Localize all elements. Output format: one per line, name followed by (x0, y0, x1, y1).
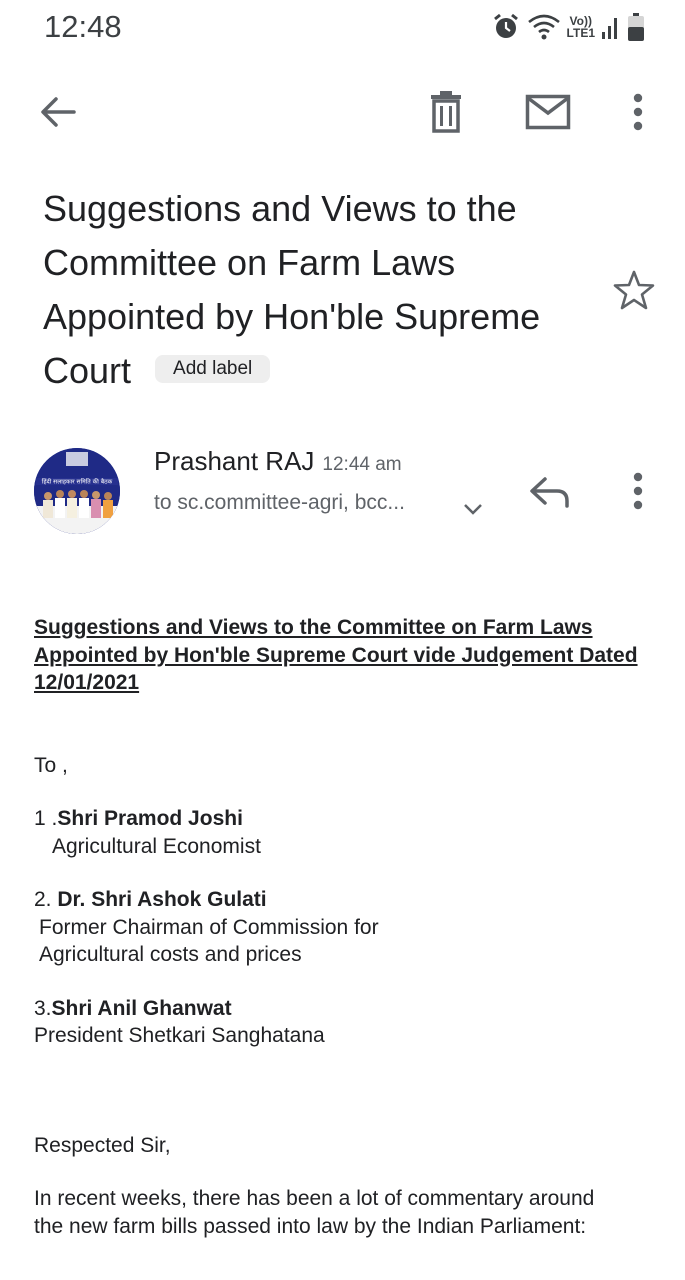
status-icons (491, 10, 645, 44)
star-button[interactable] (612, 268, 656, 312)
signal-icon (601, 14, 621, 40)
recipient-title: Former Chairman of Commission for Agricultural costs and prices (39, 915, 379, 966)
recipient-name: Shri Pramod Joshi (57, 807, 243, 830)
expand-details-button[interactable] (460, 496, 486, 522)
message-more-button[interactable] (622, 470, 654, 514)
back-arrow-icon (38, 92, 78, 132)
recipient-item (34, 886, 654, 914)
email-subject (43, 182, 603, 398)
add-label-chip[interactable]: Add label (155, 355, 270, 383)
volte-bottom: LTE1 (566, 26, 595, 40)
status-time: 12:48 (44, 9, 122, 44)
recipients-summary[interactable]: to sc.committee-agri, bcc... (154, 491, 405, 514)
battery-icon (627, 12, 645, 42)
mail-icon (525, 94, 571, 130)
wifi-icon (527, 13, 561, 41)
star-icon (612, 268, 656, 312)
volte-indicator (567, 15, 595, 39)
more-vert-icon (632, 93, 644, 131)
recipient-title: Agricultural Economist (52, 834, 261, 858)
sender-line (154, 446, 402, 477)
more-vert-icon (622, 470, 654, 514)
recipient-prefix: 1 . (34, 807, 58, 830)
email-toolbar (0, 80, 685, 144)
sender-name[interactable]: Prashant RAJ (154, 446, 315, 476)
body-heading: Suggestions and Views to the Committee on Farm Laws Appointed by Hon'ble Supreme Court vide Judgement Dated 12/01/2021 (34, 616, 638, 694)
trash-icon (428, 91, 464, 133)
mark-unread-button[interactable] (518, 80, 578, 144)
recipient-name: Dr. Shri Ashok Gulati (57, 888, 267, 911)
status-bar (0, 0, 685, 56)
avatar[interactable] (34, 448, 120, 534)
recipient-prefix: 2. (34, 888, 58, 911)
back-button[interactable] (30, 80, 86, 144)
sent-time: 12:44 am (322, 454, 402, 475)
recipient-item (34, 995, 654, 1023)
subject-text: Suggestions and Views to the Committee on Farm Laws Appointed by Hon'ble Supreme Court (43, 188, 541, 391)
salutation-to: To , (34, 753, 68, 777)
chevron-down-icon (460, 496, 486, 522)
reply-icon (527, 472, 573, 512)
delete-button[interactable] (418, 80, 474, 144)
recipient-name: Shri Anil Ghanwat (51, 996, 232, 1020)
greeting: Respected Sir, (34, 1133, 171, 1157)
avatar-banner-text: हिंदी सलाहकार समिति की बैठक (41, 478, 113, 486)
more-options-button[interactable] (616, 80, 660, 144)
volte-top: Vo)) (569, 14, 592, 28)
avatar-image (34, 448, 120, 534)
alarm-icon (491, 12, 521, 42)
recipient-prefix: 3. (34, 996, 52, 1020)
reply-button[interactable] (527, 472, 573, 512)
body-paragraph: In recent weeks, there has been a lot of commentary around the new farm bills passed into law by the Indian Parliament: (34, 1187, 595, 1238)
recipient-title: President Shetkari Sanghatana (34, 1024, 325, 1047)
email-body (34, 614, 654, 1240)
recipient-item (34, 805, 654, 833)
